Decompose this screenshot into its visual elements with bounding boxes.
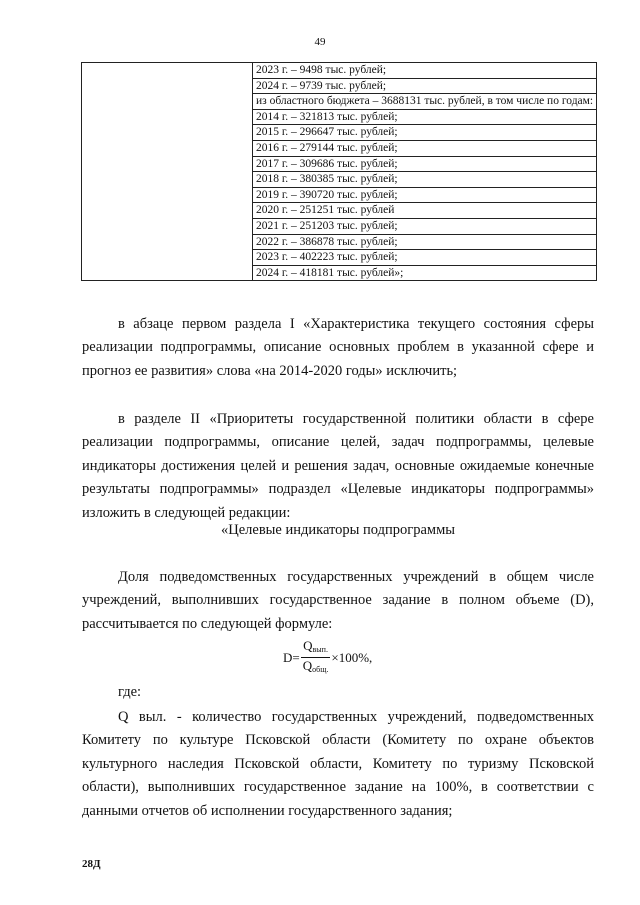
- formula: [283, 638, 372, 677]
- paragraph: Доля подведомственных государственных учреждений в общем числе учреждений, выполнивших государственное задание в полном объеме (D), рассчитывается по следующей формуле:: [82, 569, 594, 632]
- table-line: 2023 г. – 402223 тыс. рублей;: [253, 250, 596, 266]
- formula-numerator: [301, 638, 330, 658]
- table-line: 2021 г. – 251203 тыс. рублей;: [253, 219, 596, 235]
- table-line: 2022 г. – 386878 тыс. рублей;: [253, 235, 596, 251]
- table-line: 2024 г. – 418181 тыс. рублей»;: [256, 266, 404, 279]
- funding-table: [81, 62, 597, 281]
- numerator-subscript: вып.: [312, 645, 328, 654]
- denominator-base: Q: [302, 658, 313, 673]
- table-line: 2015 г. – 296647 тыс. рублей;: [253, 125, 596, 141]
- table-line: 2019 г. – 390720 тыс. рублей;: [253, 188, 596, 204]
- table-line: из областного бюджета – 3688131 тыс. рублей, в том числе по годам:: [253, 94, 596, 110]
- where-label: где:: [118, 684, 142, 700]
- table-row: [82, 63, 597, 281]
- table-line: 2018 г. – 380385 тыс. рублей;: [253, 172, 596, 188]
- table-line: 2023 г. – 9498 тыс. рублей;: [253, 63, 596, 79]
- table-line: 2017 г. – 309686 тыс. рублей;: [253, 157, 596, 173]
- table-line: 2016 г. – 279144 тыс. рублей;: [253, 141, 596, 157]
- formula-rhs: ×100%,: [331, 649, 373, 665]
- table-right-cell: [253, 63, 597, 281]
- where-label-block: [82, 681, 594, 704]
- subsection-heading-block: [82, 519, 594, 542]
- formula-fraction: [301, 638, 331, 677]
- footer-code: 28Д: [82, 858, 101, 870]
- table-line: 2024 г. – 9739 тыс. рублей;: [253, 79, 596, 95]
- paragraph: в разделе II «Приоритеты государственной политики области в сфере реализации подпрограммы, описание целей, задач подпрограммы, целевые индикаторы достижения целей и решения задач, основные ожидаемые конечные результаты подпрограммы» подраздел «Целевые индикаторы подпрограммы» изложить в следующей редакции:: [82, 411, 594, 521]
- definition-block: [82, 706, 594, 823]
- paragraph: в абзаце первом раздела I «Характеристика текущего состояния сферы реализации подпрограммы, описание основных проблем в указанной сфере и прогноз ее развития» слова «на 2014-2020 годы» исключить;: [82, 316, 594, 379]
- table-line: 2014 г. – 321813 тыс. рублей;: [253, 110, 596, 126]
- amendment-section-2: [82, 408, 594, 525]
- table-line: 2020 г. – 251251 тыс. рублей: [253, 203, 596, 219]
- page-number: 49: [314, 36, 326, 48]
- denominator-subscript: общ.: [312, 665, 329, 674]
- amendment-section-1: [82, 313, 594, 383]
- table-left-cell: [82, 63, 253, 281]
- formula-lhs: D=: [283, 649, 300, 665]
- numerator-base: Q: [303, 638, 313, 653]
- indicator-description: [82, 566, 594, 636]
- subsection-heading: «Целевые индикаторы подпрограммы: [221, 522, 455, 538]
- paragraph: Q выл. - количество государственных учреждений, подведомственных Комитету по культуре Псковской области (Комитету по охране объектов культурного наследия Псковской области, Комитету по туризму Псковской области), выполнивших государственное задание на 100%, в соответствии с данными отчетов об исполнении государственного задания;: [82, 709, 594, 819]
- formula-denominator: [301, 658, 331, 677]
